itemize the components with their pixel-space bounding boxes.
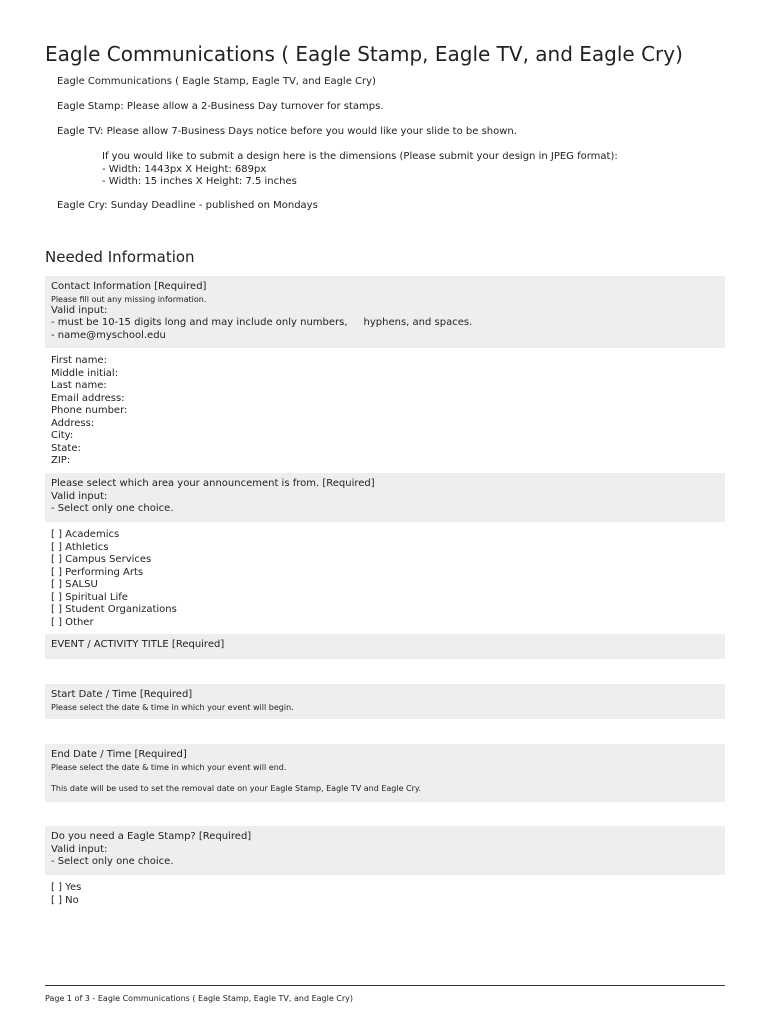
intro-line: Eagle Communications ( Eagle Stamp, Eagle TV, and Eagle Cry)	[57, 76, 376, 87]
page-footer: Page 1 of 3 - Eagle Communications ( Eagle Stamp, Eagle TV, and Eagle Cry)	[45, 994, 354, 1003]
option-yes[interactable]: [ ] Yes	[51, 882, 82, 893]
field-first-name[interactable]: First name:	[51, 355, 107, 366]
cry-info: Eagle Cry: Sunday Deadline - published on Mondays	[57, 200, 318, 211]
design-line-1: If you would like to submit a design here is the dimensions (Please submit your design in JPEG format):	[102, 151, 618, 162]
design-line-2: - Width: 1443px X Height: 689px	[102, 163, 267, 175]
contact-question	[45, 276, 725, 348]
section-title: Needed Information	[45, 248, 195, 266]
end-date-label: End Date / Time [Required]	[51, 749, 187, 760]
end-date-question	[45, 744, 725, 802]
option-student-organizations[interactable]: [ ] Student Organizations	[51, 604, 177, 615]
end-date-note: Please select the date & time in which your event will end.	[51, 762, 287, 772]
end-date-note-2: This date will be used to set the removal date on your Eagle Stamp, Eagle TV and Eagle Cry.	[51, 783, 422, 793]
contact-label: Contact Information [Required]	[51, 281, 207, 292]
design-line-3: - Width: 15 inches X Height: 7.5 inches	[102, 176, 297, 187]
event-title-label: EVENT / ACTIVITY TITLE [Required]	[51, 639, 225, 650]
option-spiritual-life[interactable]: [ ] Spiritual Life	[51, 591, 128, 603]
option-academics[interactable]: [ ] Academics	[51, 529, 120, 540]
field-last-name[interactable]: Last name:	[51, 380, 107, 391]
option-performing-arts[interactable]: [ ] Performing Arts	[51, 566, 144, 578]
tv-info: Eagle TV: Please allow 7-Business Days notice before you would like your slide to be shown.	[57, 126, 517, 137]
field-address[interactable]: Address:	[51, 417, 95, 429]
area-rule: - Select only one choice.	[51, 503, 174, 514]
stamp-options	[51, 882, 81, 907]
option-no[interactable]: [ ] No	[51, 894, 79, 906]
stamp-rule: - Select only one choice.	[51, 856, 174, 867]
start-date-note: Please select the date & time in which your event will begin.	[51, 702, 294, 712]
field-state[interactable]: State:	[51, 442, 81, 454]
contact-note: Please fill out any missing information.	[51, 294, 207, 304]
contact-rule-phone-b: hyphens, and spaces.	[363, 317, 473, 328]
option-salsu[interactable]: [ ] SALSU	[51, 579, 98, 590]
area-valid: Valid input:	[51, 490, 108, 502]
field-email[interactable]: Email address:	[51, 392, 125, 404]
field-city[interactable]: City:	[51, 430, 74, 441]
option-athletics[interactable]: [ ] Athletics	[51, 541, 109, 553]
area-question	[45, 473, 725, 522]
contact-rule-email: - name@myschool.edu	[51, 329, 166, 341]
option-other[interactable]: [ ] Other	[51, 616, 94, 628]
stamp-label: Do you need a Eagle Stamp? [Required]	[51, 831, 252, 842]
event-title-question	[45, 634, 725, 659]
contact-rule-phone-a: - must be 10-15 digits long and may include only numbers,	[51, 317, 348, 328]
footer-divider	[45, 985, 725, 986]
field-middle-initial[interactable]: Middle initial:	[51, 367, 119, 379]
area-options	[51, 529, 177, 629]
stamp-question	[45, 826, 725, 875]
start-date-label: Start Date / Time [Required]	[51, 689, 193, 700]
contact-rule-phone	[51, 317, 719, 330]
start-date-question	[45, 684, 725, 719]
stamp-info: Eagle Stamp: Please allow a 2-Business Day turnover for stamps.	[57, 101, 384, 112]
area-label: Please select which area your announcement is from. [Required]	[51, 478, 375, 489]
field-zip[interactable]: ZIP:	[51, 455, 71, 466]
stamp-valid: Valid input:	[51, 843, 108, 855]
contact-valid: Valid input:	[51, 304, 108, 316]
page-title: Eagle Communications ( Eagle Stamp, Eagle TV, and Eagle Cry)	[45, 42, 683, 66]
design-info	[102, 151, 618, 189]
option-campus-services[interactable]: [ ] Campus Services	[51, 554, 152, 565]
contact-fields	[51, 355, 127, 468]
field-phone[interactable]: Phone number:	[51, 405, 128, 416]
